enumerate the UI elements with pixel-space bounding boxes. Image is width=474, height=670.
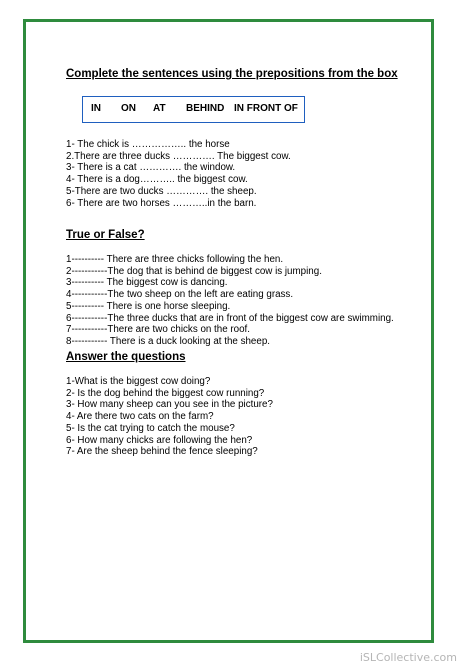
list-item: 1-What is the biggest cow doing?: [66, 376, 211, 387]
list-item: 3- How many sheep can you see in the picture?: [66, 399, 273, 411]
preposition-word: AT: [153, 103, 166, 114]
list-item: 4- Are there two cats on the farm?: [66, 411, 214, 423]
section-title-prepositions: Complete the sentences using the prepositions from the box: [66, 68, 398, 80]
true-false-list: [66, 254, 394, 348]
list-item: 3---------- The biggest cow is dancing.: [66, 277, 228, 289]
list-item: 4-----------The two sheep on the left are eating grass.: [66, 289, 294, 301]
list-item: 3- There is a cat …………. the window.: [66, 162, 236, 174]
sentence-list: [66, 139, 291, 209]
list-item: 2- Is the dog behind the biggest cow running?: [66, 387, 265, 399]
list-item: 8----------- There is a duck looking at the sheep.: [66, 335, 270, 347]
preposition-word: ON: [121, 103, 136, 114]
list-item: 4- There is a dog……….. the biggest cow.: [66, 174, 248, 186]
list-item: 1- The chick is …………….. the horse: [66, 139, 230, 150]
list-item: 6-----------The three ducks that are in front of the biggest cow are swimming.: [66, 312, 394, 324]
preposition-word: IN FRONT OF: [234, 103, 298, 114]
prepositions-box: [82, 96, 305, 123]
watermark: iSLCollective.com: [359, 651, 457, 664]
list-item: 5-There are two ducks …………. the sheep.: [66, 185, 257, 197]
questions-list: [66, 376, 273, 458]
list-item: 1---------- There are three chicks following the hen.: [66, 254, 284, 265]
list-item: 5---------- There is one horse sleeping.: [66, 300, 231, 312]
list-item: 2-----------The dog that is behind de biggest cow is jumping.: [66, 265, 322, 277]
list-item: 7- Are the sheep behind the fence sleeping?: [66, 446, 258, 458]
section-title-true-false: True or False?: [66, 229, 145, 241]
list-item: 2.There are three ducks …………. The biggest cow.: [66, 150, 291, 162]
list-item: 5- Is the cat trying to catch the mouse?: [66, 422, 235, 434]
list-item: 6- How many chicks are following the hen?: [66, 434, 253, 446]
list-item: 6- There are two horses ………..in the barn.: [66, 197, 257, 209]
preposition-word: IN: [91, 103, 101, 114]
preposition-word: BEHIND: [186, 103, 225, 114]
section-title-questions: Answer the questions: [66, 351, 186, 363]
list-item: 7-----------There are two chicks on the roof.: [66, 324, 251, 336]
